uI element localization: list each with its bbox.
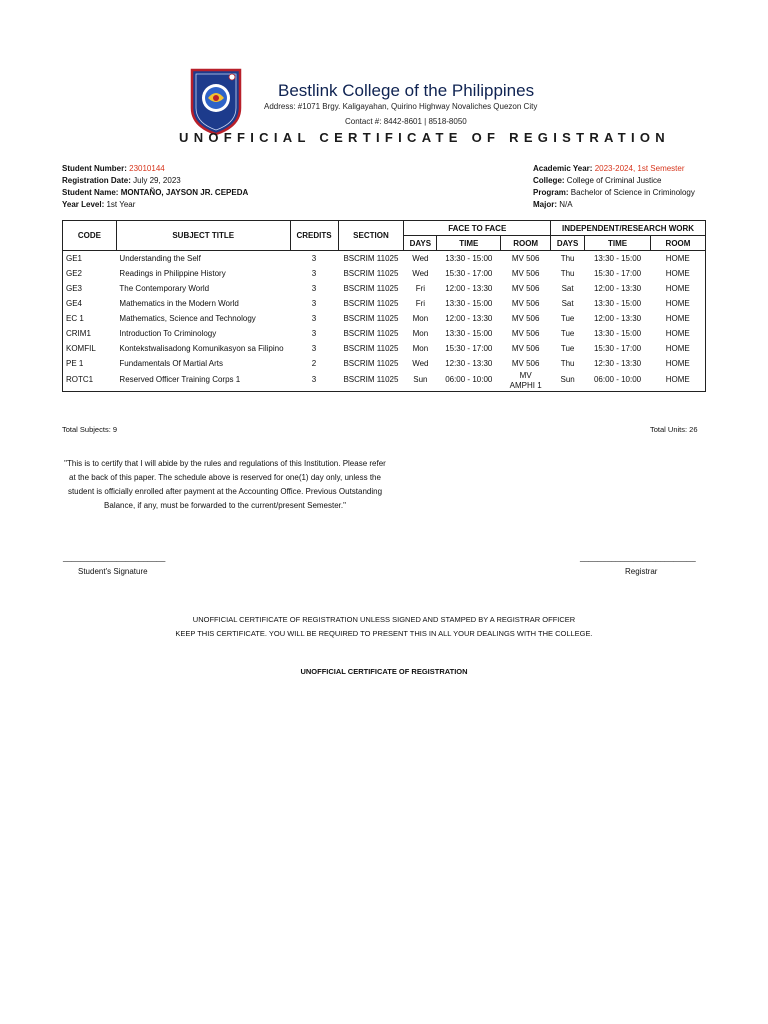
header-f2f-time: TIME <box>437 236 501 251</box>
cell-irw-time: 13:30 - 15:00 <box>593 329 642 338</box>
academic-year: 2023-2024, 1st Semester <box>594 164 685 173</box>
cell-subject: Readings in Philippine History <box>119 269 226 278</box>
college-label: College: <box>533 176 565 185</box>
cell-f2f-room: MV 506 <box>511 254 540 263</box>
footer-title: UNOFFICIAL CERTIFICATE OF REGISTRATION <box>300 667 468 676</box>
cell-f2f-room: MV 506 <box>511 269 540 278</box>
cell-f2f-time: 12:30 - 13:30 <box>445 359 493 368</box>
cell-irw-day: Thu <box>560 254 575 263</box>
major-value: N/A <box>559 200 573 209</box>
cell-subject: The Contemporary World <box>119 284 210 293</box>
cell-section: BSCRIM 11025 <box>343 329 399 338</box>
program-label: Program: <box>533 188 569 197</box>
cell-irw-day: Thu <box>560 269 575 278</box>
cell-irw-room: HOME <box>665 284 690 293</box>
cell-f2f-room: MV 506 <box>511 344 540 353</box>
cell-irw-day: Sat <box>561 284 574 293</box>
schedule-rows <box>63 251 706 392</box>
cell-f2f-day: Wed <box>412 359 429 368</box>
student-number-label: Student Number: <box>62 164 127 173</box>
cell-subject: Mathematics, Science and Technology <box>119 314 256 323</box>
cell-irw-time: 06:00 - 10:00 <box>593 374 642 384</box>
college-address: Address: #1071 Brgy. Kaligayahan, Quirino Highway Novaliches Quezon City <box>264 102 538 111</box>
cell-f2f-time: 12:00 - 13:30 <box>445 284 493 293</box>
document-title: UNOFFICIAL CERTIFICATE OF REGISTRATION <box>179 130 670 145</box>
cell-f2f-room: MV AMPHI 1 <box>509 371 542 390</box>
cell-subject: Understanding the Self <box>119 254 201 263</box>
cell-code: GE4 <box>66 299 83 308</box>
cell-section: BSCRIM 11025 <box>343 359 399 368</box>
academic-year-label: Academic Year: <box>533 164 593 173</box>
notice-line-1: UNOFFICIAL CERTIFICATE OF REGISTRATION UNLESS SIGNED AND STAMPED BY A REGISTRAR OFFICER <box>192 615 576 624</box>
cell-irw-time: 12:30 - 13:30 <box>593 359 642 368</box>
student-name: MONTAÑO, JAYSON JR. CEPEDA <box>120 188 249 197</box>
cell-credits: 3 <box>311 344 317 353</box>
student-signature-line: _______________________ <box>63 553 166 562</box>
table-row <box>63 326 706 341</box>
table-row <box>63 251 706 267</box>
certification-statement: "This is to certify that I will abide by the rules and regulations of this Institution. Please refer at the back of this paper. The schedule above is reserved for one(1) day only, unless the student is officially enrolled after payment at the Accounting Office. Previous Outstanding Balance, if any, must be forwarded to the current/present Semester." <box>64 459 386 510</box>
cell-irw-time: 12:00 - 13:30 <box>593 284 642 293</box>
cell-f2f-time: 13:30 - 15:00 <box>445 299 493 308</box>
cell-irw-room: HOME <box>665 314 690 323</box>
cell-credits: 3 <box>311 329 317 338</box>
college-contact: Contact #: 8442-8601 | 8518-8050 <box>345 117 467 126</box>
cell-credits: 3 <box>311 254 317 263</box>
registrar-signature-label: Registrar <box>625 567 658 576</box>
cell-code: PE 1 <box>66 359 84 368</box>
cell-code: ROTC1 <box>66 374 94 384</box>
cell-f2f-day: Mon <box>412 314 429 323</box>
cell-subject: Fundamentals Of Martial Arts <box>119 359 224 368</box>
cell-f2f-time: 13:30 - 15:00 <box>445 254 493 263</box>
cell-irw-room: HOME <box>665 344 690 353</box>
cell-section: BSCRIM 11025 <box>343 284 399 293</box>
cell-irw-time: 13:30 - 15:00 <box>593 254 642 263</box>
cell-f2f-time: 15:30 - 17:00 <box>445 344 493 353</box>
cell-f2f-room: MV 506 <box>511 314 540 323</box>
year-level-label: Year Level: <box>62 200 105 209</box>
cell-credits: 3 <box>311 269 317 278</box>
cell-f2f-room: MV 506 <box>511 329 540 338</box>
table-row <box>63 371 706 392</box>
cell-f2f-room: MV 506 <box>511 284 540 293</box>
header-subject: SUBJECT TITLE <box>116 221 290 251</box>
cell-code: CRIM1 <box>66 329 91 338</box>
cell-irw-room: HOME <box>665 299 690 308</box>
cell-f2f-time: 12:00 - 13:30 <box>445 314 493 323</box>
cell-irw-room: HOME <box>665 374 690 384</box>
cell-code: EC 1 <box>66 314 84 323</box>
cell-irw-day: Tue <box>560 329 575 338</box>
cell-code: KOMFIL <box>66 344 96 353</box>
cell-section: BSCRIM 11025 <box>343 374 399 384</box>
cell-f2f-time: 13:30 - 15:00 <box>445 329 493 338</box>
header-section: SECTION <box>338 221 404 251</box>
program-value: Bachelor of Science in Criminology <box>570 188 695 197</box>
cell-code: GE1 <box>66 254 83 263</box>
college-name: Bestlink College of the Philippines <box>278 81 535 100</box>
header-f2f-room: ROOM <box>501 236 551 251</box>
cell-f2f-day: Wed <box>412 269 429 278</box>
cell-f2f-day: Fri <box>415 284 426 293</box>
total-units: Total Units: 26 <box>650 425 698 434</box>
header-independent-work: INDEPENDENT/RESEARCH WORK <box>551 221 706 236</box>
cell-f2f-time: 15:30 - 17:00 <box>445 269 493 278</box>
registration-date: July 29, 2023 <box>133 176 181 185</box>
cell-irw-time: 13:30 - 15:00 <box>593 299 642 308</box>
header-irw-room: ROOM <box>650 236 705 251</box>
major-label: Major: <box>533 200 557 209</box>
cell-f2f-day: Mon <box>412 344 429 353</box>
cell-subject: Introduction To Criminology <box>119 329 217 338</box>
registrar-signature-line: __________________________ <box>580 553 696 562</box>
cell-irw-day: Tue <box>560 344 575 353</box>
registration-date-label: Registration Date: <box>62 176 131 185</box>
cell-irw-day: Sun <box>560 374 575 384</box>
college-value: College of Criminal Justice <box>566 176 662 185</box>
cell-f2f-day: Wed <box>412 254 429 263</box>
cell-irw-day: Tue <box>560 314 575 323</box>
student-name-label: Student Name: <box>62 188 119 197</box>
cell-section: BSCRIM 11025 <box>343 299 399 308</box>
cell-irw-day: Sat <box>561 299 574 308</box>
header-irw-time: TIME <box>585 236 651 251</box>
year-level: 1st Year <box>106 200 136 209</box>
cell-code: GE3 <box>66 284 83 293</box>
cell-code: GE2 <box>66 269 83 278</box>
cell-irw-room: HOME <box>665 269 690 278</box>
cell-subject: Mathematics in the Modern World <box>119 299 239 308</box>
table-row <box>63 266 706 281</box>
cell-f2f-room: MV 506 <box>511 299 540 308</box>
cell-subject: Reserved Officer Training Corps 1 <box>119 374 241 384</box>
cell-credits: 3 <box>311 374 317 384</box>
cell-irw-room: HOME <box>665 254 690 263</box>
cell-irw-day: Thu <box>560 359 575 368</box>
cell-section: BSCRIM 11025 <box>343 344 399 353</box>
cell-credits: 3 <box>311 284 317 293</box>
table-row <box>63 341 706 356</box>
header-code: CODE <box>63 221 117 251</box>
cell-credits: 2 <box>311 359 317 368</box>
cell-f2f-time: 06:00 - 10:00 <box>445 374 493 384</box>
cell-irw-time: 15:30 - 17:00 <box>593 269 642 278</box>
cell-credits: 3 <box>311 299 317 308</box>
table-row <box>63 281 706 296</box>
college-logo <box>190 68 242 136</box>
cell-f2f-day: Mon <box>412 329 429 338</box>
cell-section: BSCRIM 11025 <box>343 314 399 323</box>
schedule-table <box>62 220 706 392</box>
cell-irw-time: 12:00 - 13:30 <box>593 314 642 323</box>
table-row <box>63 356 706 371</box>
header-credits: CREDITS <box>290 221 338 251</box>
cell-irw-time: 15:30 - 17:00 <box>593 344 642 353</box>
cell-irw-room: HOME <box>665 359 690 368</box>
header-f2f-days: DAYS <box>404 236 437 251</box>
cell-f2f-day: Fri <box>415 299 426 308</box>
table-row <box>63 296 706 311</box>
cell-irw-room: HOME <box>665 329 690 338</box>
student-signature-label: Student's Signature <box>78 567 148 576</box>
cell-section: BSCRIM 11025 <box>343 269 399 278</box>
cell-f2f-day: Sun <box>413 374 428 384</box>
header-face-to-face: FACE TO FACE <box>404 221 551 236</box>
student-info <box>62 163 248 211</box>
total-subjects: Total Subjects: 9 <box>62 425 118 434</box>
header-irw-days: DAYS <box>551 236 585 251</box>
cell-subject: Kontekstwalisadong Komunikasyon sa Filipino <box>119 344 284 353</box>
academic-info <box>533 163 695 211</box>
student-number: 23010144 <box>129 164 165 173</box>
cell-f2f-room: MV 506 <box>511 359 540 368</box>
notice-line-2: KEEP THIS CERTIFICATE. YOU WILL BE REQUIRED TO PRESENT THIS IN ALL YOUR DEALINGS WITH THE COLLEGE. <box>175 629 593 638</box>
cell-section: BSCRIM 11025 <box>343 254 399 263</box>
cell-credits: 3 <box>311 314 317 323</box>
table-row <box>63 311 706 326</box>
